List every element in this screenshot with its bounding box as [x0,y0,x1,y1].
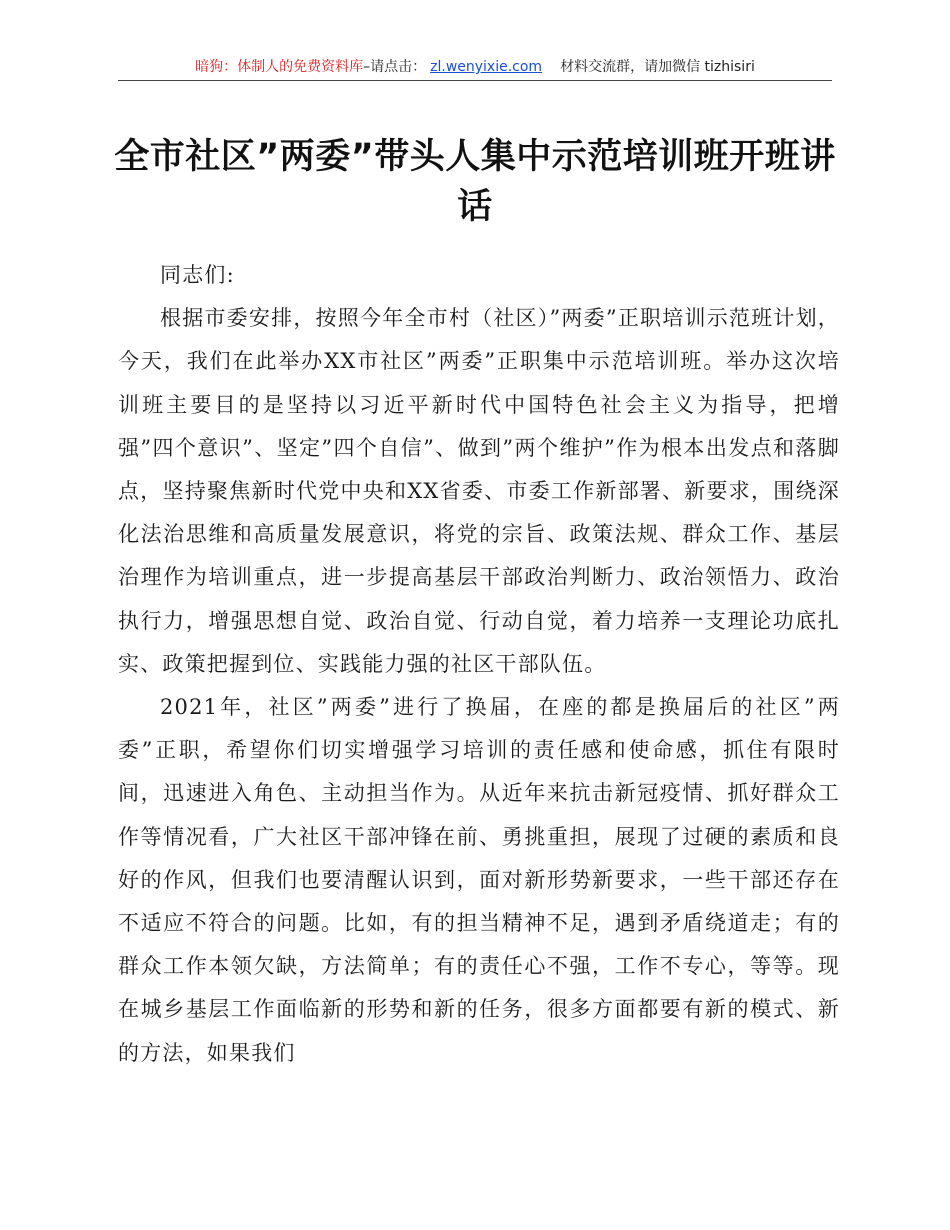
document-title: 全市社区”两委”带头人集中示范培训班开班讲话 [114,137,836,227]
header-source-label: 暗狗：体制人的免费资料库 [195,59,364,75]
header-website-link[interactable]: zl.wenyixie.com [430,59,543,75]
header-group-note: 材料交流群，请加微信 tizhisiri [560,59,755,75]
page-header [118,56,832,81]
header-click-prompt: –请点击： [363,59,427,75]
document-body [118,254,840,1075]
paragraph: 2021年，社区”两委”进行了换届，在座的都是换届后的社区”两委”正职，希望你们切实增强学习培训的责任感和使命感，抓住有限时间，迅速进入角色、主动担当作为。从近年来抗击新冠疫情、抓好群众工作等情况看，广大社区干部冲锋在前、勇挑重担，展现了过硬的素质和良好的作风，但我们也要清醒认识到，面对新形势新要求，一些干部还存在不适应不符合的问题。比如，有的担当精神不足，遇到矛盾绕道走；有的群众工作本领欠缺，方法简单；有的责任心不强，工作不专心，等等。现在城乡基层工作面临新的形势和新的任务，很多方面都要有新的模式、新的方法，如果我们 [118,695,840,1065]
paragraph: 根据市委安排，按照今年全市村（社区）”两委”正职培训示范班计划，今天，我们在此举办XX市社区”两委”正职集中示范培训班。举办这次培训班主要目的是坚持以习近平新时代中国特色社会主义为指导，把增强”四个意识”、坚定”四个自信”、做到”两个维护”作为根本出发点和落脚点，坚持聚焦新时代党中央和XX省委、市委工作新部署、新要求，围绕深化法治思维和高质量发展意识，将党的宗旨、政策法规、群众工作、基层治理作为培训重点，进一步提高基层干部政治判断力、政治领悟力、政治执行力，增强思想自觉、政治自觉、行动自觉，着力培养一支理论功底扎实、政策把握到位、实践能力强的社区干部队伍。 [118,306,840,676]
salutation: 同志们: [160,263,235,287]
